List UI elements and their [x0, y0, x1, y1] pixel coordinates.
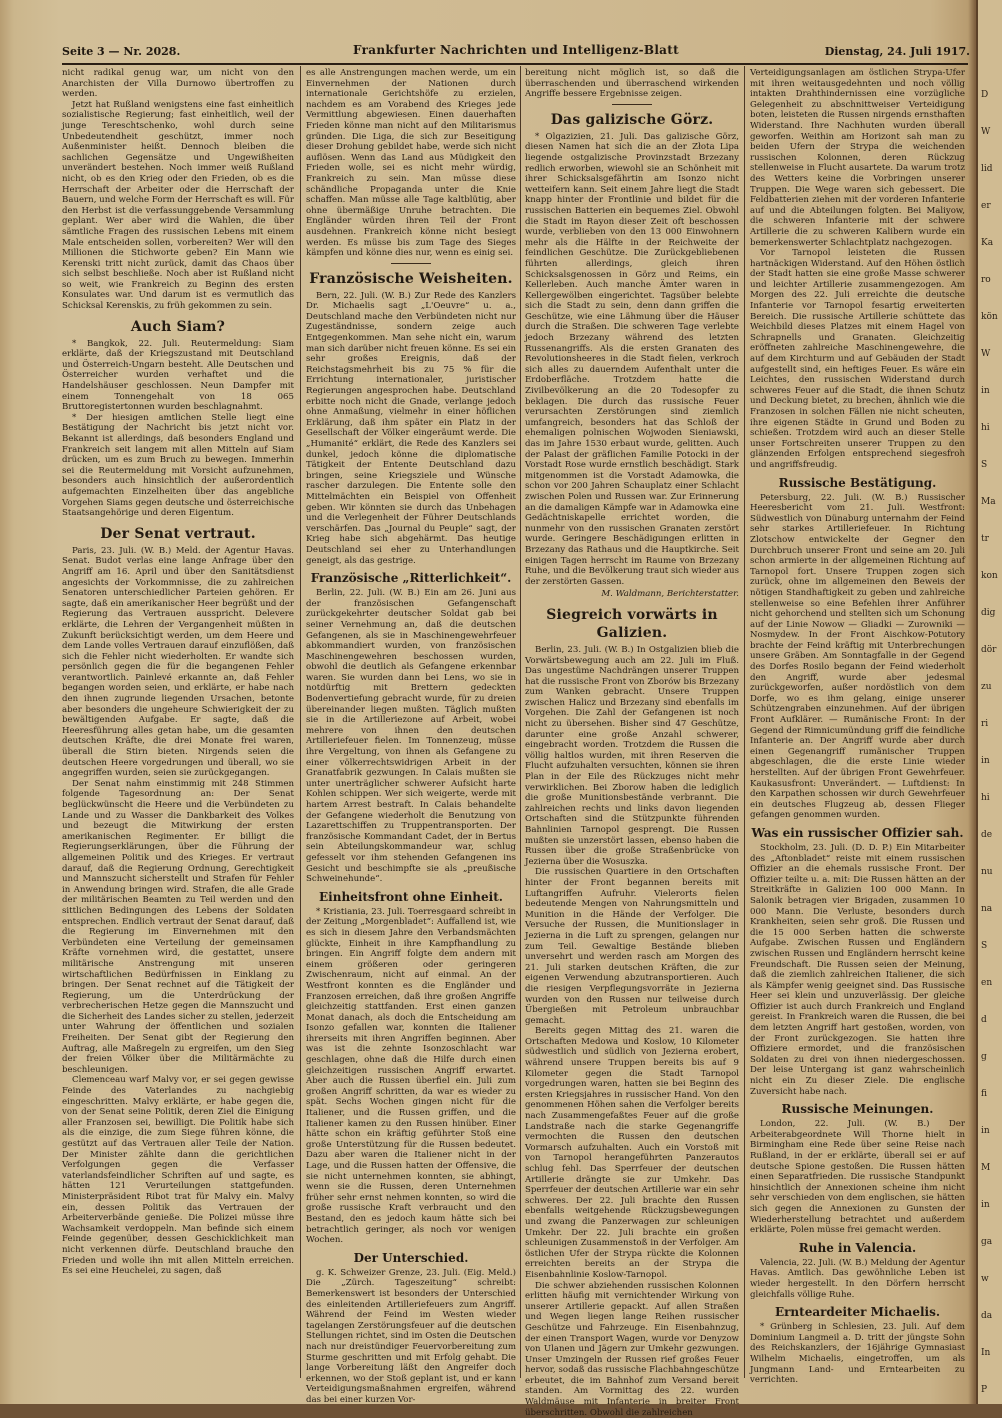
next-page-edge: [976, 0, 1002, 1404]
edge-text-fragment: da: [981, 1311, 993, 1321]
edge-text-fragment: zu: [981, 682, 992, 692]
edge-text-fragment: hi: [981, 423, 990, 433]
column-2: [306, 68, 516, 1405]
headline-senat: Der Senat vertraut.: [100, 525, 256, 542]
edge-text-fragment: de: [981, 830, 993, 840]
article-paragraph: * Der hiesigen amtlichen Stelle liegt eine Bestätigung der Nachricht bis jetzt nicht vor. Bekannt ist allerdings, daß besonders England und Frankreich seit langem mit allen Mitteln auf Siam drücken, um es zum Bruch zu bewegen. Immerhin sei die Reutermeldung mit Vorsicht aufzunehmen, besonders auch hinsichtlich der außerordentlich aufgemachten Einzelheiten über das angebliche Vorgehen Siams gegen deutsche und österreichische Staatsangehörige und deren Eigentum.: [62, 412, 294, 519]
edge-text-fragment: Ma: [981, 497, 996, 507]
edge-text-fragment: S: [981, 460, 988, 470]
edge-text-fragment: in: [981, 1200, 990, 1210]
article-paragraph: Vor Tarnopol leisteten die Russen hartnäckigen Widerstand. Auf den Höhen östlich der Stadt hatten sie eine große Masse schwerer und leichter Artillerie zusammengezogen. Am Morgen des 22. Juli erreichte die deutsche Infanterie vor Tarnopol fesartig erweiterten Bereich. Die russische Artillerie schüttete das Weichbild dieses Platzes mit einem Hagel von Schrapnells und Granaten. Gleichzeitig eröffneten zahlreiche Maschinengewehre, die auf dem Kirchturm und auf Gebäuden der Stadt aufgestellt sind, ein heftiges Feuer. Es wäre ein Leichtes, den russischen Widerstand durch schweres Feuer auf die Stadt, die ihnen Schutz und Deckung bietet, zu brechen, ähnlich wie die Franzosen in solchen Fällen nie nicht scheuten, ihre eigenen Städte in Grund und Boden zu schießen. Trotzdem wird auch an dieser Stelle unser Fortschreiten unserer Truppen zu den glänzenden Erfolgen entsprechend siegesfroh und angriffsfreudig.: [750, 248, 965, 470]
headline-ritterlichkeit: Französische „Ritterlichkeit“.: [310, 571, 512, 586]
edge-text-fragment: tr: [981, 534, 989, 544]
edge-text-fragment: hi: [981, 793, 990, 803]
article-signature: M. Waldmann, Berichterstatter.: [601, 589, 739, 600]
headline-bestaetigung: Russische Bestätigung.: [778, 475, 937, 490]
article-paragraph: Berlin, 22. Juli. (W. B.) Ein am 26. Juni aus der französischen Gefangenschaft zurückgekehrter deutscher Soldat gab bei seiner Vernehmung an, daß die deutschen Gefangenen, als sie in Maschinengewehrfeuer abkommandiert wurden, von französischen Maschinengewehren beschossen wurden, obwohl die deutlich als Gefangene erkennbar waren. Sie wurden dann bei Lens, wo sie in notdürftig mit Brettern gedeckten Bodenvertiefung gebracht wurde, für zu dreien übereinander liegen mußten. Täglich mußten sie in die Artilleriezone auf Arbeit, wobei mehrere von ihnen den deutschen Artilleriefeuer fielen. Im Tonnenzeug, müsse ihre Vergeltung, von ihnen als Gefangene zu einer völkerrechtswidrigen Arbeit in der Granatfabrik gezwungen. In Calais mußten sie unter unerträglicher schwerer Aufsicht harte Kohlen schippen. Wer sich weigerte, werde mit hartem Arrest bestraft. In Calais behandelte der Gefangene wiederholt die Benutzung von Lazarettschiffen zu Truppentransporten. Der französische Kommandant Cadet, der in Bertus sein Abteilungskommandeur war, schlug gefesselt vor ihm stehenden Gefangenen ins Gesicht und beschimpfte sie als „preußische Schweinehunde“.: [306, 588, 516, 885]
section-rule: [612, 104, 652, 105]
edge-text-fragment: nu: [981, 867, 993, 877]
column-4: [750, 68, 965, 1386]
headline-meinungen: Russische Meinungen.: [781, 1102, 934, 1117]
edge-text-fragment: er: [981, 201, 991, 211]
edge-text-fragment: w: [981, 1274, 989, 1284]
edge-text-fragment: S: [981, 941, 988, 951]
article-paragraph: Jetzt hat Rußland wenigstens eine fast einheitlich sozialistische Regierung; fast einheitlich, weil der junge Tereschtschenko, wohl durch seine Unbedeutendheit geschützt, immer noch Außenminister heißt. Dennoch bleiben die sachlichen Gegensätze und Ungewißheiten unverändert bestehen. Noch immer weiß Rußland nicht, ob es den Krieg oder den Frieden, ob es die Herrschaft der Arbeiter oder die Herrschaft der Bauern, und welche Form der Herrschaft es will. Für den Herbst ist die verfassunggebende Versammlung geplant. Wer aber wird die Wahlen, die über sämtliche Fragen des russischen Lebens mit einem Male entscheiden sollen, vorbereiten? Wer will den Millionen die Stichworte geben? Ein Mann wie Kerenski tritt nicht zurück, damit das Chaos über sich selbst beschließe. Noch aber ist Rußland nicht so weit, wie Frankreich zu Beginn des ersten Konsulates war. Und darum ist es vermutlich das Schicksal Kerenskis, zu früh gekommen zu sein.: [62, 99, 294, 312]
page-number: Seite 3 — Nr. 2028.: [62, 45, 181, 58]
newspaper-title: Frankfurter Nachrichten und Intelligenz-Blatt: [353, 43, 679, 57]
headline-siam: Auch Siam?: [130, 318, 226, 335]
article-paragraph: Der Senat nahm einstimmig mit 248 Stimmen folgende Tagesordnung an: Der Senat beglückwünscht die Heere und die Verbündeten zu Lande und zu Wasser die Dankbarkeit des Volkes und bezeugt die Mitwirkung der ersten amerikanischen Regimenter. Er billigt die Regierungserklärungen, über die Führung der allgemeinen Politik und des Krieges. Er vertraut darauf, daß die Regierung Ordnung, Gerechtigkeit und Mannszucht sicherstellt und Strafen für Fehler in Anwendung bringen wird. Strafen, die alle Grade der militärischen Beamten zu Teil werden und den sittlichen Bedingungen des Lebens der Soldaten entsprechen. Endlich vertraut der Senat darauf, daß die Regierung im Einvernehmen mit den Verbündeten eine Verteilung der gemeinsamen Kräfte vornehmen wird, die gestattet, unsere militärische Anstrengung mit unseren wirtschaftlichen Bedürfnissen in Einklang zu bringen. Der Senat rechnet auf die Tätigkeit der Regierung, um die Unterdrückung der verbrecherischen Hetze gegen die Mannszucht und die Sicherheit des Landes sicher zu stellen, jederzeit unter Wahrung der öffentlichen und sozialen Freiheiten. Der Senat gibt der Regierung den Auftrag, alle Maßregeln zu ergreifen, um den Sieg der freien Völker über die Militärmächte zu beschleunigen.: [62, 778, 294, 1075]
edge-text-fragment: in: [981, 386, 990, 396]
edge-text-fragment: dör: [981, 645, 997, 655]
headline-valencia: Ruhe in Valencia.: [798, 1240, 917, 1255]
edge-text-fragment: M: [981, 1163, 991, 1173]
article-paragraph: es alle Anstrengungen machen werde, um ein Einvernehmen der Nationen durch internationale Gerichtshöfe zu erzielen, nachdem es am Vorabend des Krieges jede Vermittlung abgewiesen. Einen dauerhaften Frieden könne man nicht auf den Militarismus gründen. Die Liga, die sich zur Beseitigung dieser Drohung gebildet habe, werde sich nicht auflösen. Wenn das Land aus Müdigkeit den Frieden wolle, sei es nicht mehr würdig, Frankreich zu sein. Man müsse diese schändliche Propaganda unter die Knie schaffen. Man müsse alle Tage kaltblütig, aber ohne übermäßige Unruhe betrachten. Die Engländer würden ihren Teil der Front ausdehnen. Frankreich könne nicht besiegt werden. Es müsse bis zum Tage des Sieges kämpfen und könne dies nur, wenn es einig sei.: [306, 68, 516, 259]
headline-offizier: Was ein russischer Offizier sah.: [751, 825, 964, 840]
edge-text-fragment: ri: [981, 719, 989, 729]
article-paragraph: Die schwer abziehenden russischen Kolonnen erlitten häufig mit vernichtender Wirkung von unserer Artillerie gepackt. Auf allen Straßen und Wegen liegen lange Reihen russischer Geschütze und Fahrzeuge. Ein Eisenbahnzug, der einen Transport Wagen, wurde vor Denyzow von Ulanen und Jägern zur Umkehr gezwungen. Unser Umzingeln der Russen rief großes Feuer hervor, sodaß das russische Flachbahngeschütze erbeutet, die im Bahnhof zum Versand bereit standen. Am Vormittag des 22. wurden Waldmäuse mit Infanterie in breiter Front überschritten. Obwohl die zahlreichen: [525, 1280, 739, 1418]
article-paragraph: Valencia, 22. Juli. (W. B.) Meldung der Agentur Havas. Amtlich. Das gewöhnliche Leben ist wieder hergestellt. In den Dörfern herrscht gleichfalls völlige Ruhe.: [750, 1257, 965, 1300]
section-rule: [391, 263, 431, 264]
page-header: [62, 42, 970, 64]
edge-text-fragment: ga: [981, 1237, 993, 1247]
article-paragraph: Bern, 22. Juli. (W. B.) Zur Rede des Kanzlers Dr. Michaelis sagt „L'Oeuvre“ u. a., Deutschland mache den Verbündeten nicht nur Zugeständnisse, sondern zeige auch Entgegenkommen. Man sehe nicht ein, warum man sich darüber nicht freuen könne. Es sei ein sehr großes Ereignis, daß der Reichstagsmehrheit bis zu 75 % für die Errichtung internationaler, juristischer Regierungen angesprochen habe. Deutschland erbitte noch nicht die Gnade, verlange jedoch ohne Anmaßung, vielmehr in einer höflichen Erklärung, daß ihm später ein Platz in der Gesellschaft der Völker eingeräumt werde. Die „Humanité“ erklärt, die Rede des Kanzlers sei dunkel, jedoch könne die diplomatische Tätigkeit der Entente Deutschland dazu bringen, seine Kriegsziele und Wünsche rascher darzulegen. Die Entente solle den Mittelmächten ein Beispiel von Offenheit geben. Wir könnten sie durch das Unbehagen und die Verlegenheit der Führer Deutschlands verschärfen. Das „Journal du Peuple“ sagt, der Krieg habe sich abgehärmt. Das heutige Deutschland sei eher zu Unterhandlungen geneigt, als das gestrige.: [306, 290, 516, 566]
column-1: [62, 68, 294, 1378]
article-paragraph: Clemenceau warf Malvy vor, er sei gegen gewisse Feinde des Vaterlandes zu nachgiebig eingeschritten. Malvy erklärte, er habe gegen die, von der Senat seine Politik, deren Ziel die Einigung aller Franzosen sei, bewilligt. Die Politik habe sich als die einzige, die zum Siege führen könne, die gestützt auf das Vertrauen aller Teile der Nation. Der Minister zählte dann die gerichtlichen Verfolgungen gegen die Verfasser vaterlandsfeindlicher Schriften auf und sagte, es hätten 121 Verurteilungen stattgefunden. Ministerpräsident Ribot trat für Malvy ein. Malvy ein, dessen Politik das Vertrauen der Arbeiterverbände genieße. Die Polizei müsse ihre Wachsamkeit verdoppeln. Man befinde sich einem Feinde gegenüber, dessen Geschicklichkeit man nicht verkennen dürfe. Deutschland brauche den Frieden und wolle ihn mit allen Mitteln erreichen. Es sei eine Heuchelei, zu sagen, daß: [62, 1075, 294, 1277]
edge-text-fragment: fi: [981, 1089, 988, 1099]
edge-text-fragment: in: [981, 756, 990, 766]
article-paragraph: Bereits gegen Mittag des 21. waren die Ortschaften Medowa und Koslow, 10 Kilometer südwestlich und südlich von Jezierna erobert, während unsere Truppen bereits bis auf 9 Kilometer gegen die Stadt Tarnopol vorgedrungen waren, hatten sie bei Beginn des ersten Kriegsjahres in russischer Hand. Von den genommenen Höhen sahen die Verfolger bereits nach Zusammengefaßtes Feuer auf die große Landstraße nach die starke Gegenangriffe vermochten die Russen den deutschen Vormarsch aufzuhalten. Auch ein Vorstoß mit von Tarnopol herangeführten Panzerautos schlug fehl. Das Sperrfeuer der deutschen Artillerie drängte sie zur Umkehr. Das Sperrfeuer der deutschen Artillerie war ein sehr schweres. Der 22. Juli brachte den Russen ebenfalls weitgehende Rückzugsbewegungen und zwang die Panzerwagen zur schleunigen Umkehr. Der 22. Juli brachte ein großen schleunigen Zusammenstoß in der Verfolger. Am östlichen Ufer der Strypa rückte die Kolonnen erreichten bereits an der Strypa die Eisenbahnlinie Koslow-Tarnopol.: [525, 1026, 739, 1280]
column-divider: [300, 66, 301, 1378]
headline-einheitsfront: Einheitsfront ohne Einheit.: [319, 889, 503, 904]
headline-michaelis: Ernteardeiter Michaelis.: [774, 1305, 941, 1320]
header-rule: [62, 63, 968, 65]
article-paragraph: Stockholm, 23. Juli. (D. D. P.) Ein Mitarbeiter des „Aftonbladet“ reiste mit einem russischen Offizier an die ehemals russische Front. Der Offizier teilte u. a. mit: Die Russen hätten an der Streitkräfte in Galizien 100 000 Mann. In Salonik betragen vier Brigaden, zusammen 10 000 Mann. Die Verluste, besonders durch Krankheiten, seien sehr groß. Die Russen und die 15 000 Serben hatten die schwerste Aufgabe. Zwischen Russen und Engländern zwischen Russen und Engländern herrscht keine Freundschaft. Die Russen seien der Meinung, daß die ziemlich zahlreichen Italiener, die sich als Kämpfer wenig geeignet sind. Das Russische Heer sei klein und unzuverlässig. Der gleiche Offizier ist auch durch Frankreich und England gereist. In Frankreich waren die Russen, die bei dem letzten Angriff hart gestoßen, worden, von der Front zurückgezogen. Sie hatten ihre Offiziere ermordet, und die französischen Soldaten zu drei von ihnen niedergeschossen. Der leise Untergang ist ganz wahrscheinlich nicht ein Zu dieser Ziele. Die englische Zuversicht habe nach.: [750, 842, 965, 1097]
article-paragraph: g. K. Schweizer Grenze, 23. Juli. (Eig. Meld.) Die „Zürch. Tageszeitung“ schreibt: Bemerkenswert ist besonders der Unterschied des einleitenden Artilleriefeuers zum Angriff. Während der Feind im Westen wieder tagelangen Zerstörungsfeuer auf die deutschen Stellungen richtet, sind im Osten die Deutschen nach nur dreistündiger Feuervorbereitung zum Sturme geschritten und mit Erfolg gehabt. Die lange Vorbereitung läßt den Angreifer doch erkennen, wo der Stoß geplant ist, und er kann Verteidigungsmaßnahmen ergreifen, während das bei einer kurzen Vor-: [306, 1267, 516, 1405]
edge-text-fragment: In: [981, 1348, 991, 1358]
article-paragraph: * Kristiania, 23. Juli. Toerresgaard schreibt in der Zeitung „Morgenbladet“: Auffallend ist, wie es sich in diesem Jahre den Verbandsmächten glückte, Einheit in ihre Kampfhandlung zu bringen. Ein Angriff folgte dem andern mit einem größeren oder geringeren Zwischenraum, nicht auf einmal. An der Westfront konnten es die Engländer und Franzosen erreichen, daß ihre großen Angriffe gleichzeitig stattfanden. Erst einen ganzen Monat danach, als doch die Entscheidung am Isonzo gefallen war, konnten die Italiener ihrerseits mit ihren Angriffen beginnen. Aber was ist die zehnte Isonzoschlacht war geschlagen, ohne daß die Hilfe durch einen gleichzeitigen russischen Angriff erwartet. Aber auch die Russen überfiel ein. Juli zum großen Angriff schritten, da war es wieder zu spät. Sechs Wochen gingen nicht für die Italiener, und die Russen griffen, und die Italiener kamen zu den Russen hinüber. Einer hätte schon ein kräftig geführter Stoß eine große Unterstützung für die Russen bedeutet. Dazu aber waren die Italiener nicht in der Lage, und die Russen hatten der Offensive, die sie nicht unternehmen konnten, sie abhingt, wenn sie die Russen, deren Unternehmen früher sehr ernst nehmen konnten, so wird die große russische Kraft verbraucht und den Bestand, den es jedoch kaum hätte sich bei betrachtlich geringer, als noch vor wenigen Wochen.: [306, 906, 516, 1246]
edge-text-fragment: lid: [981, 164, 993, 174]
edge-text-fragment: W: [981, 349, 991, 359]
article-paragraph: * Grünberg in Schlesien, 23. Juli. Auf dem Dominium Langmeil a. D. tritt der jüngste Sohn des Reichskanzlers, der 16jährige Gymnasiast Wilhelm Michaelis, eingetroffen, um als Jungmann Land- und Erntearbeiten zu verrichten.: [750, 1322, 965, 1386]
edge-text-fragment: D: [981, 90, 989, 100]
edge-text-fragment: kön: [981, 312, 998, 322]
edge-text-fragment: P: [981, 1385, 988, 1395]
column-divider: [520, 66, 521, 1378]
article-paragraph: Petersburg, 22. Juli. (W. B.) Russischer Heeresbericht vom 21. Juli. Westfront: Südwestlich von Dünaburg unternahm der Feind sehr starkes Artilleriefeuer. In Richtung Zlotschow entwickelte der Gegner den Durchbruch unserer Front und seine am 20. Juli schon armierte in der allgemeinen Richtung auf Tarnopol fort. Unsere Truppen zogen sich zurück, ohne im allgemeinen den Beweis der nötigen Standhaftigkeit zu geben und zahlreiche stellenweise so eine Befehlen ihrer Anführer nicht gehorchend und stellten sich um Schonung auf der Linie Nowow — Gliadki — Zurowniki — Nosmydew. In der Front Aischkow-Potutory brachte der Feind kräftig mit Unterbrechungen unsere Gräben. Am Sonntagfalle in der Gegend des Dorfes Rosilo begann der Feind wiederholt den Angriff, wurde aber jedesmal zurückgeworfen, außer nordöstlich von dem Dorfe, wo es ihm gelang, einige unserer Schützengraben einzunehmen. Auf der übrigen Front Aufklärer. — Rumänische Front: In der Gegend der Rimnicumündung griff die feindliche Infanterie an. Der Angriff wurde aber durch einen Gegenangriff rumänischer Truppen abgeschlagen, die die erste Linie wieder herstellten. Auf der übrigen Front Gewehrfeuer. Kaukasusfront: Unverändert. — Luftdienst: In den Karpathen schossen wir durch Gewehrfeuer ein deutsches Flugzeug ab, dessen Flieger gefangen genommen wurden.: [750, 492, 965, 821]
headline-goerz: Das galizische Görz.: [550, 111, 714, 128]
article-paragraph: bereitung nicht möglich ist, so daß die überraschenden und überraschend wirkenden Angriffe bessere Ergebnisse zeigen.: [525, 68, 739, 100]
edge-text-fragment: in: [981, 1126, 990, 1136]
article-paragraph: nicht radikal genug war, um nicht von den Anarchisten der Villa Durnowo übertroffen zu werden.: [62, 68, 294, 100]
headline-unterschied: Der Unterschied.: [353, 1250, 469, 1265]
edge-text-fragment: W: [981, 127, 991, 137]
edge-text-fragment: dig: [981, 608, 996, 618]
article-paragraph: * Olgazizien, 21. Juli. Das galizische Görz, diesen Namen hat sich die an der Złota Lipa liegende ostgalizische Provinzstadt Brzezany redlich erworben, wiewohl sie an Schönheit mit ihrer Schicksalsgefährtin am Isonzo nicht wetteifern kann. Seit einem Jahre liegt die Stadt knapp hinter der Frontlinie und bildet für die russischen Batterien ein bequemes Ziel. Obwohl die Stadt im Rayon dieser Zeit oft beschossen wurde, verblieben von den 13 000 Einwohnern mehr als die Hälfte in der Reichweite der feindlichen Geschütze. Die Zurückgebliebenen führten allerdings, gleich ihren Schicksalsgenossen in Görz und Reims, ein Kellerleben. Auch manche Ämter waren in Kellergewölben eingerichtet. Tagsüber belebte sich die Stadt zu sein, denn dann griffen die Geschütze, wie eine Lähmung über die Häuser durch die Straßen. Die schweren Tage verlebte jedoch Brzezany während des letzten Russenangriffs. Als die ersten Granaten des Revolutionsheeres in die Stadt fielen, verkroch sich alles zu dauerndem Aufenthalt unter die Erdoberfläche. Trotzdem hatte die Zivilbevölkerung an die 20 Todesopfer zu beklagen. Die durch das russische Feuer verursachten Zerstörungen sind ziemlich umfangreich, besonders hat das Schloß der ehemaligen polnischen Wojwoden Sieniawski, das im Jahre 1530 erbaut wurde, gelitten. Auch der Palast der gräflichen Familie Potocki in der Vorstadt Rose wurde ernstlich beschädigt. Stark mitgenommen ist die Vorstadt Adamowka, die schon vor 200 Jahren Schauplatz einer Schlacht zwischen Polen und Russen war. Zur Erinnerung an die damaligen Kämpfe war in Adamowka eine Gedächtniskapelle errichtet worden, die nunmehr von den russischen Granaten zerstört wurde. Geringere Beschädigungen erlitten in Brzezany das Rathaus und die Hauptkirche. Seit einigen Tagen herrscht im Raume von Brzezany Ruhe, und die Bevölkerung traut sich wieder aus der zerstörten Gassen.: [525, 131, 739, 587]
edge-text-fragment: g: [981, 1052, 987, 1062]
article-paragraph: * Bangkok, 22. Juli. Reutermeldung: Siam erklärte, daß der Kriegszustand mit Deutschland und Österreich-Ungarn besteht. Alle Deutschen und Österreicher wurden verhaftet und die Handelshäuser geschlossen. Neun Dampfer mit einem Tonnengehalt von 18 065 Bruttoregistertonnen wurden beschlagnahmt.: [62, 338, 294, 413]
article-paragraph: Verteidigungsanlagen am östlichen Strypa-Ufer mit ihren weitausgedehnten und noch völlig intakten Drahthindernissen eine vorzügliche Gelegenheit zu abschnittweiser Verteidigung boten, leisteten die Russen nirgends ernsthaften Widerstand. Ihre Nachhuten wurden überall geworfen. Weithin am Horizont sah man zu beiden Ufern der Strypa die weichenden russischen Kolonnen, deren Rückzug stellenweise in Flucht ausartete. Da warum trotz des Wetters keine die Vorbringen unserer Truppen. Die Wege waren sich gebessert. Die Feldbatterien ziehen mit der vorderen Infanterie auf und die Abteilungen folgten. Bei Maliyow, die schweren Infanterie mit der schwere Artillerie die zu schweren Kalibern wurde ein bemerkenswerter Schlachtplatz nachgezogen.: [750, 68, 965, 248]
issue-date: Dienstag, 24. Juli 1917.: [824, 45, 970, 58]
headline-siegreich: Siegreich vorwärts in Galizien.: [546, 606, 718, 641]
article-paragraph: London, 22. Juli. (W. B.) Der Arbeiterabgeordnete Will Thorne hielt in Birmingham eine Rede über seine Reise nach Rußland, in der er erklärte, überall sei er auf deutsche Spione gestoßen. Die Russen hätten einen Separatfrieden. Die russische Standpunkt hinsichtlich der Annexionen scheine ihm nicht sehr verschieden von dem englischen, sie hätten sich gegen die Annexionen zu Gunsten der Wiederherstellung betrachtet und außerdem erklärte, Polen müsse frei gemacht werden.: [750, 1119, 965, 1236]
column-3: [525, 68, 739, 1418]
article-paragraph: Die russischen Quartiere in den Ortschaften hinter der Front begannen bereits mit Luftangriffen Aufruhr. Vielerorts fielen bedeutende Mengen von Nahrungsmitteln und Munition in die Hände der Verfolger. Die Versuche der Russen, die Munitionslager in Jezierna in die Luft zu sprengen, gelangen nur zum Teil. Gewaltige Bestände blieben unversehrt und werden rasch am Morgen des 21. Juli starken deutschen Kräften, die zur eigenen Verwendung abzutransportieren. Auch die riesigen Verpflegungsvorräte in Jezierna wurden von den Russen nur teilweise durch Übergießen mit Petroleum unbrauchbar gemacht.: [525, 867, 739, 1026]
headline-weisheiten: Französische Weisheiten.: [309, 270, 513, 287]
edge-text-fragment: Ka: [981, 238, 994, 248]
edge-text-fragment: d: [981, 1015, 987, 1025]
edge-text-fragment: en: [981, 978, 993, 988]
article-paragraph: Berlin, 23. Juli. (W. B.) In Ostgalizien blieb die Vorwärtsbewegung auch am 22. Juli im Fluß. Das ungestüme Nachdrängen unserer Truppen hat die russische Front von Zborów bis Brzezany zum Wanken gebracht. Unsere Truppen zwischen Halicz und Brzezany sind ebenfalls im Vorgehen. Die Zahl der Gefangenen ist noch nicht zu übersehen. Bisher sind 47 Geschütze, darunter eine große Anzahl schwerer, eingebracht worden. Trotzdem die Russen die völlig haltlos wurden, mit ihren Reserven die Flucht aufzuhalten versuchten, können sie ihren Plan in der Eile des Rückzuges nicht mehr verwirklichen. Bei Zborow haben die lediglich die große Munitionsbestände verbrannt. Die zahlreichen rechts und links davon liegenden Ortschaften sind die Stützpunkte führenden Bahnlinien Tarnopol gesprengt. Die Russen mußten sie unzerstört lassen, ebenso haben die Russen über die große Straßenbrücke von Jezierna über die Wosuszka.: [525, 644, 739, 867]
edge-text-fragment: na: [981, 904, 993, 914]
edge-text-fragment: kon: [981, 571, 998, 581]
edge-text-fragment: ro: [981, 275, 991, 285]
column-divider: [744, 66, 745, 1378]
article-paragraph: Paris, 23. Juli. (W. B.) Meld. der Agentur Havas. Senat. Budot verlas eine lange Anfrage über den Angriff am 16. April und über den Sanitätsdienst angesichts der Vorkommnisse, die zu zahlreichen Senatoren unterschiedlicher Parteien gehören. Er sagte, daß ein amerikanischer Heer begrüßt und der Regierung das Vertrauen ausspricht. Delevere erklärte, die Lehren der Vergangenheit müßten in Zukunft berücksichtigt werden, um dem Heere und dem Lande volles Vertrauen darauf einzuflößen, daß sich die Fehler nicht wiederholten. Er wandte sich persönlich gegen die für die begangenen Fehler verantwortlich. Painlevé erkannte an, daß Fehler begangen worden seien, und erklärte, er habe nach den ihnen zugrunde liegenden Ursachen, betonte aber besonders die ungeheure Schwierigkeit der zu bewältigenden Aufgabe. Er sagte, daß die Heeresführung alles getan habe, um die gesamten deutschen Kräfte, die drei Monate frei waren, überall die Stirn bieten. Nirgends seien die deutschen Heere vorgedrungen und überall, wo sie angegriffen wurden, seien sie zurückgegangen.: [62, 545, 294, 779]
